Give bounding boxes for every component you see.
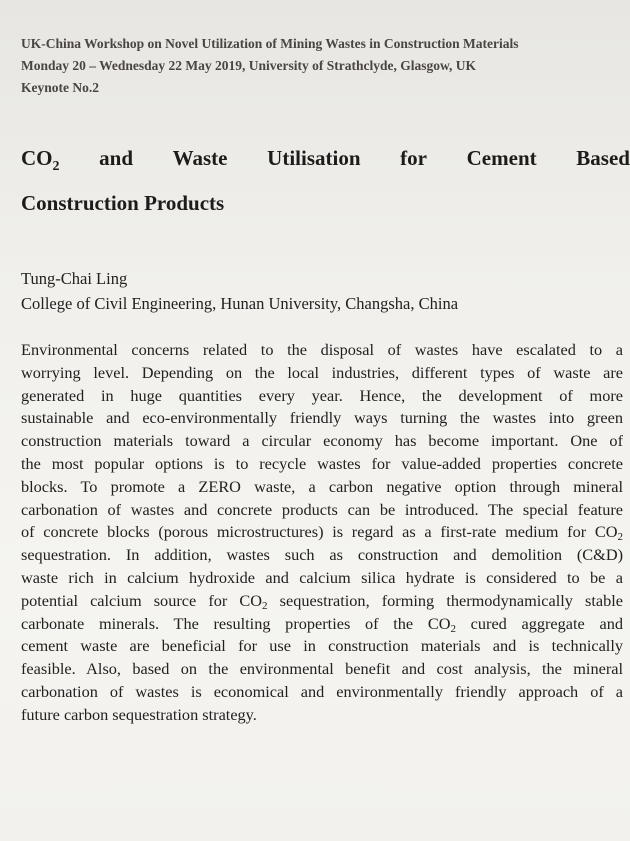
abstract-line: carbonation of wastes is economical and environmentally friendly approach of a: [21, 681, 623, 701]
abstract-text: cured aggregate and: [455, 613, 623, 633]
title-word-co2: [21, 140, 60, 176]
title-line-2: Construction Products: [21, 191, 225, 215]
abstract-text: carbonate minerals. The resulting properties of the CO: [21, 613, 451, 633]
author-block: [21, 266, 611, 316]
title-word-utilisation: Utilisation: [267, 146, 361, 170]
abstract-text: of concrete blocks (porous microstructures) is regard as a first-rate medium for CO: [21, 522, 618, 542]
abstract-line: [21, 613, 623, 636]
workshop-title: UK-China Workshop on Novel Utilization of Mining Wastes in Construction Materials: [21, 36, 519, 51]
abstract-line-last: future carbon sequestration strategy.: [21, 704, 257, 724]
abstract-text: potential calcium source for CO: [21, 590, 263, 610]
abstract-line: feasible. Also, based on the environmental benefit and cost analysis, the mineral: [21, 659, 623, 679]
abstract-line: Environmental concerns related to the disposal of wastes have escalated to a: [21, 340, 623, 359]
keynote-number: Keynote No.2: [21, 80, 99, 95]
title-co: CO: [21, 146, 53, 170]
abstract-line: sustainable and eco-environmentally friendly ways turning the wastes into green: [21, 408, 623, 428]
abstract-line: blocks. To promote a ZERO waste, a carbon negative option through mineral: [21, 476, 623, 496]
abstract-text: sequestration, forming thermodynamically stable: [267, 590, 623, 610]
title-word-cement: Cement: [466, 146, 537, 170]
co2-subscript: 2: [262, 599, 268, 612]
abstract-line: [21, 521, 623, 544]
abstract-line: waste rich in calcium hydroxide and calcium silica hydrate is considered to be a: [21, 567, 623, 587]
title-word-for: for: [400, 146, 427, 170]
paper-title: [21, 140, 630, 218]
co2-subscript: 2: [450, 622, 456, 635]
author-name: Tung-Chai Ling: [21, 269, 128, 288]
author-affiliation: College of Civil Engineering, Hunan University, Changsha, China: [21, 294, 459, 313]
abstract-line: carbonation of wastes and concrete products can be introduced. The special feature: [21, 499, 623, 519]
abstract-line: cement waste are beneficial for use in construction materials and is technically: [21, 636, 623, 656]
co2-subscript: 2: [617, 531, 623, 544]
workshop-header: [21, 33, 611, 99]
title-word-waste: Waste: [172, 146, 228, 170]
title-line-1: [21, 140, 630, 176]
title-co2-subscript: 2: [52, 159, 60, 174]
workshop-dates-venue: Monday 20 – Wednesday 22 May 2019, University of Strathclyde, Glasgow, UK: [21, 58, 477, 73]
abstract-line: the most popular options is to recycle wastes for value-added properties concrete: [21, 453, 623, 473]
abstract-line: sequestration. In addition, wastes such as construction and demolition (C&D): [21, 545, 623, 565]
abstract-line: [21, 590, 623, 613]
title-word-and: and: [99, 146, 134, 170]
abstract-line: worrying level. Depending on the local industries, different types of waste are: [21, 362, 623, 382]
abstract-body: [21, 339, 623, 727]
abstract-line: generated in huge quantities every year. Hence, the development of more: [21, 385, 623, 405]
abstract-line: construction materials toward a circular economy has become important. One of: [21, 431, 623, 451]
title-word-based: Based: [576, 146, 630, 170]
